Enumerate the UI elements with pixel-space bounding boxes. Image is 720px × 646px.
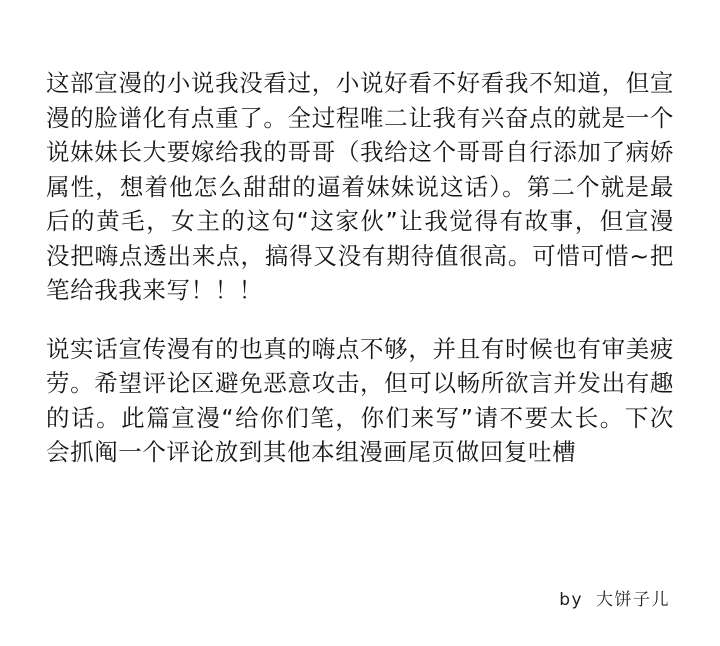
signature: [559, 585, 670, 610]
paragraph-2: 说实话宣传漫有的也真的嗨点不够，并且有时候也有审美疲劳。希望评论区避免恶意攻击，但可以畅所欲言并发出有趣的话。此篇宣漫“给你们笔，你们来写”请不要太长。下次会抓阄一个评论放到其他本组漫画尾页做回复吐槽: [46, 334, 674, 466]
paragraph-1: 这部宣漫的小说我没看过，小说好看不好看我不知道，但宣漫的脸谱化有点重了。全过程唯二让我有兴奋点的就是一个说妹妹长大要嫁给我的哥哥（我给这个哥哥自行添加了病娇属性，想着他怎么甜甜的逼着妹妹说这话）。第二个就是最后的黄毛，女主的这句“这家伙”让我觉得有故事，但宣漫没把嗨点透出来点，搞得又没有期待值很高。可惜可惜~把笔给我我来写！！！: [46, 69, 674, 304]
signature-prefix: by: [559, 590, 584, 610]
signature-author: 大饼子儿: [596, 590, 670, 610]
